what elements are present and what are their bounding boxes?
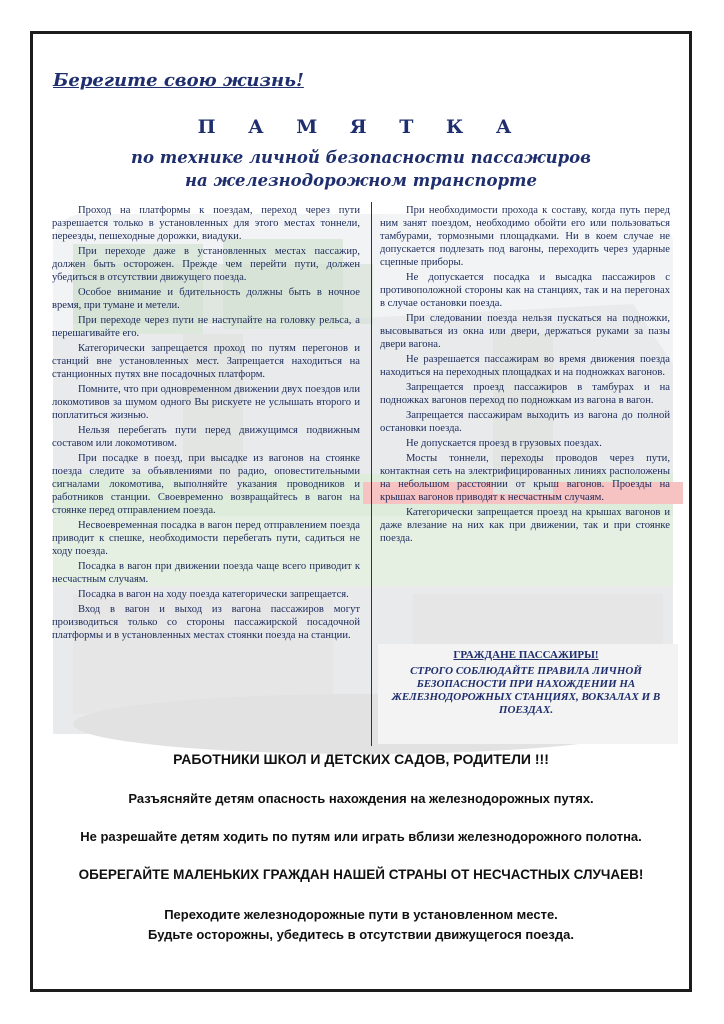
- rule-paragraph: Категорически запрещается проезд на крышах вагонов и даже влезание на них как при движении, так и при стоянке поезда.: [380, 507, 670, 544]
- rule-paragraph: Не допускается посадка и высадка пассажиров с противоположной стороны как на станциях, так и на перегонах в случае остановки поезда.: [380, 272, 670, 309]
- appeal-heading: РАБОТНИКИ ШКОЛ И ДЕТСКИХ САДОВ, РОДИТЕЛИ !!!: [173, 751, 549, 767]
- poster-frame: [30, 31, 692, 992]
- rule-paragraph: Несвоевременная посадка в вагон перед отправлением поезда приводит к спешке, необходимости перебегать пути, садиться не ходу поезда.: [52, 520, 360, 557]
- column-divider: [371, 202, 372, 746]
- rule-paragraph: Мосты тоннели, переходы проводов через пути, контактная сеть на электрифицированных линиях расположены на небольшом расстоянии от крыш вагонов. Проезды на крышах вагонов приводят к несчастным случаям.: [380, 453, 670, 503]
- subtitle-line-2: на железнодорожном транспорте: [185, 171, 537, 190]
- rule-paragraph: Запрещается проезд пассажиров в тамбурах и на подножках вагонов переход по подножкам из вагона в вагон.: [380, 382, 670, 406]
- appeal-line: ОБЕРЕГАЙТЕ МАЛЕНЬКИХ ГРАЖДАН НАШЕЙ СТРАНЫ ОТ НЕСЧАСТНЫХ СЛУЧАЕВ!: [78, 867, 644, 882]
- rule-paragraph: Посадка в вагон при движении поезда чаще всего приводит к несчастным случаям.: [52, 561, 360, 585]
- rule-paragraph: При следовании поезда нельзя пускаться на подножки, высовываться из окна или двери, держаться руками за пазы двери вагона.: [380, 313, 670, 350]
- slogan: Берегите свою жизнь!: [53, 70, 304, 91]
- rule-paragraph: Нельзя перебегать пути перед движущимся подвижным составом или локомотивом.: [52, 425, 360, 449]
- rule-paragraph: Не разрешается пассажирам во время движения поезда находиться на переходных площадках и на подножках вагонов.: [380, 354, 670, 378]
- rule-paragraph: Не допускается проезд в грузовых поездах.: [406, 438, 602, 449]
- rule-paragraph: Особое внимание и бдительность должны быть в ночное время, при тумане и метели.: [52, 287, 360, 311]
- rule-paragraph: При переходе даже в установленных местах пассажир, должен быть осторожен. Прежде чем перейти пути, должен убедиться в отсутствии движущего поезда.: [52, 246, 360, 283]
- rule-paragraph: Посадка в вагон на ходу поезда категорически запрещается.: [78, 589, 349, 600]
- rule-paragraph: При необходимости прохода к составу, когда путь перед ним занят поездом, необходимо обойти его или пользоваться тамбурами, тормозными площадками. Ни в коем случае не допускается подлезать под вагоны, переходить через ударные сцепные приборы.: [380, 205, 670, 268]
- rule-paragraph: Проход на платформы к поездам, переход через пути разрешается только в установленных для этого местах тоннели, переезды, пешеходные дорожки, виадуки.: [52, 205, 360, 242]
- appeal-line: Не разрешайте детям ходить по путям или играть вблизи железнодорожного полотна.: [80, 829, 642, 844]
- rule-paragraph: Категорически запрещается проход по путям перегонов и станций вне установленных мест. Запрещается находиться на станционных путях вне посадочных платформ.: [52, 343, 360, 380]
- rule-paragraph: При переходе через пути не наступайте на головку рельса, а перешагивайте его.: [52, 315, 360, 339]
- right-column: [380, 204, 670, 547]
- rule-paragraph: Помните, что при одновременном движении двух поездов или локомотивов за шумом одного Вы рискуете не услышать второго и поплатиться жизнью.: [52, 384, 360, 421]
- passenger-notice: [376, 649, 676, 717]
- appeal-line: Переходите железнодорожные пути в установленном месте.: [164, 907, 558, 922]
- notice-text: СТРОГО СОБЛЮДАЙТЕ ПРАВИЛА ЛИЧНОЙ БЕЗОПАСНОСТИ ПРИ НАХОЖДЕНИИ НА ЖЕЛЕЗНОДОРОЖНЫХ СТАНЦИЯХ, ВОКЗАЛАХ И В ПОЕЗДАХ.: [391, 665, 661, 716]
- page-title: П А М Я Т К А: [197, 116, 525, 138]
- subtitle-line-1: по технике личной безопасности пассажиров: [131, 148, 591, 167]
- appeal-line: Разъясняйте детям опасность нахождения на железнодорожных путях.: [128, 791, 594, 806]
- left-column: [52, 204, 360, 644]
- rule-paragraph: При посадке в поезд, при высадке из вагонов на стоянке поезда следите за объявлениями по радио, оповестительными сигналами локомотива, выполняйте указания проводников и работников станции. Своевременно возвращайтесь в вагон на стоянке перед отправлением поезда.: [52, 453, 360, 516]
- rule-paragraph: Запрещается пассажирам выходить из вагона до полной остановки поезда.: [380, 410, 670, 434]
- appeal-line: Будьте осторожны, убедитесь в отсутствии движущегося поезда.: [148, 927, 574, 942]
- notice-heading: ГРАЖДАНЕ ПАССАЖИРЫ!: [453, 649, 599, 661]
- rule-paragraph: Вход в вагон и выход из вагона пассажиров могут производиться только со стороны пассажирской посадочной платформы и в установленных местах стоянки поезда на станции.: [52, 604, 360, 641]
